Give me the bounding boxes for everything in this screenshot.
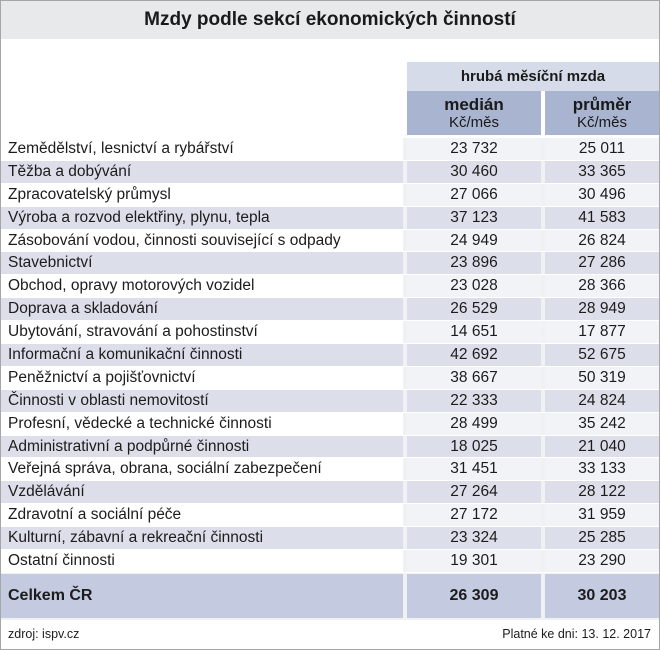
table-row — [1, 504, 659, 527]
median-value: 30 460 — [407, 161, 541, 183]
sector-name: Kulturní, zábavní a rekreační činnosti — [1, 527, 403, 549]
median-value: 27 066 — [407, 184, 541, 206]
sector-name: Zdravotní a sociální péče — [1, 504, 403, 526]
table-row — [1, 527, 659, 550]
mean-value: 17 877 — [545, 321, 659, 343]
table-row — [1, 390, 659, 413]
mean-value: 30 496 — [545, 184, 659, 206]
sector-name: Vzdělávání — [1, 481, 403, 503]
table-row — [1, 184, 659, 207]
median-value: 42 692 — [407, 344, 541, 366]
column-unit-mean: Kč/měs — [576, 114, 627, 131]
table-row — [1, 207, 659, 230]
sector-name: Informační a komunikační činnosti — [1, 344, 403, 366]
mean-value: 28 949 — [545, 298, 659, 320]
median-value: 27 172 — [407, 504, 541, 526]
table-row — [1, 367, 659, 390]
table-row — [1, 458, 659, 481]
sector-name: Zpracovatelský průmysl — [1, 184, 403, 206]
median-value: 26 529 — [407, 298, 541, 320]
median-value: 31 451 — [407, 458, 541, 480]
sector-name: Doprava a skladování — [1, 298, 403, 320]
valid-label: Platné ke dni: — [502, 627, 578, 641]
mean-value: 52 675 — [545, 344, 659, 366]
median-value: 23 732 — [407, 138, 541, 160]
median-value: 37 123 — [407, 207, 541, 229]
column-label-mean: průměr — [572, 95, 632, 114]
column-header-median — [407, 91, 541, 135]
median-value: 28 499 — [407, 413, 541, 435]
mean-value: 26 824 — [545, 230, 659, 252]
sector-name: Ostatní činnosti — [1, 550, 403, 572]
sector-name: Činnosti v oblasti nemovitostí — [1, 390, 403, 412]
mean-value: 28 122 — [545, 481, 659, 503]
mean-value: 21 040 — [545, 436, 659, 458]
sector-name: Ubytování, stravování a pohostinství — [1, 321, 403, 343]
mean-value: 41 583 — [545, 207, 659, 229]
mean-value: 25 285 — [545, 527, 659, 549]
table-row — [1, 550, 659, 573]
table-title: Mzdy podle sekcí ekonomických činností — [1, 1, 659, 39]
median-value: 18 025 — [407, 436, 541, 458]
sector-name: Veřejná správa, obrana, sociální zabezpečení — [1, 458, 403, 480]
sector-name: Peněžnictví a pojišťovnictví — [1, 367, 403, 389]
table-row — [1, 436, 659, 459]
sector-name: Zemědělství, lesnictví a rybářství — [1, 138, 403, 160]
total-label: Celkem ČR — [1, 574, 403, 618]
sector-name: Těžba a dobývání — [1, 161, 403, 183]
source-note: zdroj: ispv.cz — [8, 627, 80, 641]
mean-value: 28 366 — [545, 275, 659, 297]
table-row — [1, 230, 659, 253]
mean-value: 33 365 — [545, 161, 659, 183]
column-label-median: medián — [444, 95, 504, 114]
table-body — [1, 138, 659, 573]
mean-value: 31 959 — [545, 504, 659, 526]
group-header: hrubá měsíční mzda — [407, 62, 659, 91]
table-row — [1, 298, 659, 321]
median-value: 19 301 — [407, 550, 541, 572]
table-row — [1, 481, 659, 504]
footer — [1, 620, 659, 649]
median-value: 22 333 — [407, 390, 541, 412]
median-value: 14 651 — [407, 321, 541, 343]
median-value: 23 896 — [407, 252, 541, 274]
table-row — [1, 138, 659, 161]
median-value: 23 028 — [407, 275, 541, 297]
mean-value: 25 011 — [545, 138, 659, 160]
mean-value: 27 286 — [545, 252, 659, 274]
median-value: 27 264 — [407, 481, 541, 503]
valid-date-note — [502, 620, 651, 649]
median-value: 24 949 — [407, 230, 541, 252]
median-value: 23 324 — [407, 527, 541, 549]
mean-value: 35 242 — [545, 413, 659, 435]
mean-value: 33 133 — [545, 458, 659, 480]
mean-value: 24 824 — [545, 390, 659, 412]
valid-date: 13. 12. 2017 — [581, 627, 651, 641]
sector-name: Administrativní a podpůrné činnosti — [1, 436, 403, 458]
sector-name: Profesní, vědecké a technické činnosti — [1, 413, 403, 435]
column-unit-median: Kč/měs — [448, 114, 499, 131]
table-row — [1, 413, 659, 436]
table-row — [1, 161, 659, 184]
sector-name: Výroba a rozvod elektřiny, plynu, tepla — [1, 207, 403, 229]
table-row — [1, 344, 659, 367]
mean-value: 50 319 — [545, 367, 659, 389]
sector-name: Zásobování vodou, činnosti související s odpady — [1, 230, 403, 252]
mean-value: 23 290 — [545, 550, 659, 572]
table-row — [1, 252, 659, 275]
column-header-mean — [545, 91, 659, 135]
sector-name: Obchod, opravy motorových vozidel — [1, 275, 403, 297]
total-mean: 30 203 — [545, 574, 659, 618]
table-row — [1, 275, 659, 298]
median-value: 38 667 — [407, 367, 541, 389]
total-row — [1, 574, 659, 618]
table-row — [1, 321, 659, 344]
total-median: 26 309 — [407, 574, 541, 618]
sector-name: Stavebnictví — [1, 252, 403, 274]
